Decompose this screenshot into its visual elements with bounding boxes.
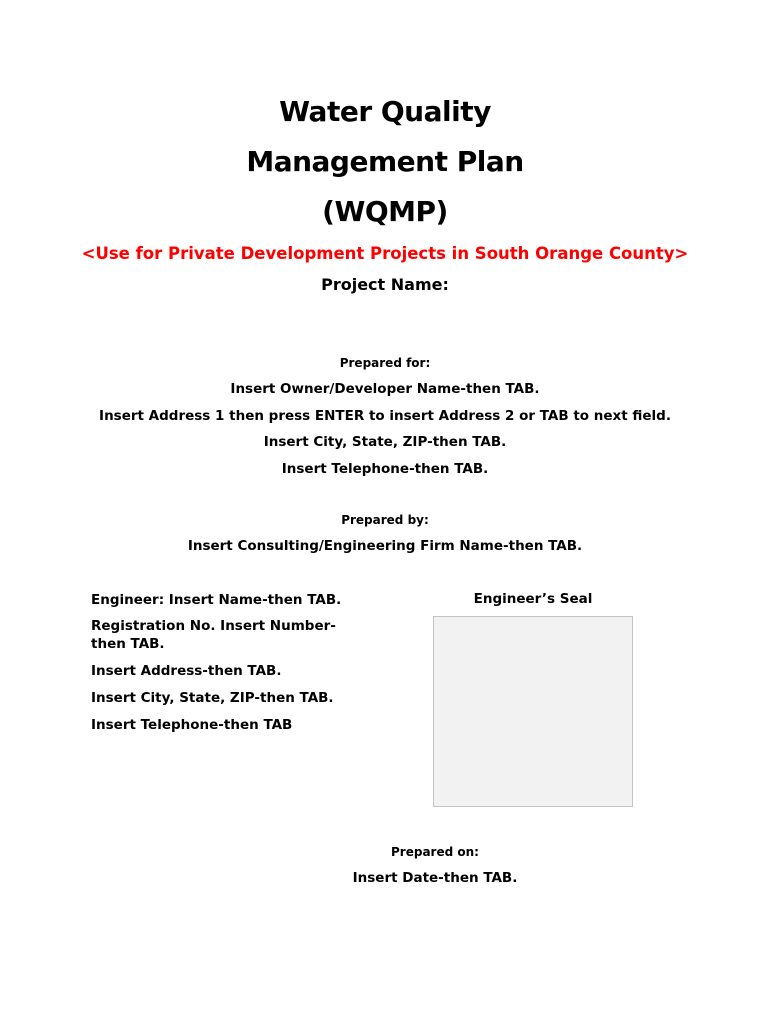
engineer-seal-label: Engineer’s Seal (473, 591, 593, 607)
prepared-on-label: Prepared on: (391, 845, 479, 859)
title-line-3: (WQMP) (322, 195, 448, 228)
engineer-address-field[interactable]: Insert Address-then TAB. (91, 663, 282, 679)
engineer-city-state-zip-field[interactable]: Insert City, State, ZIP-then TAB. (91, 690, 334, 706)
engineer-seal-box[interactable] (433, 616, 633, 807)
usage-note: <Use for Private Development Projects in South Orange County> (81, 244, 689, 263)
title-line-2: Management Plan (246, 145, 524, 178)
date-field[interactable]: Insert Date-then TAB. (352, 870, 518, 886)
firm-name-field[interactable]: Insert Consulting/Engineering Firm Name-then TAB. (187, 538, 583, 554)
owner-telephone-field[interactable]: Insert Telephone-then TAB. (281, 461, 489, 477)
owner-city-state-zip-field[interactable]: Insert City, State, ZIP-then TAB. (263, 434, 507, 450)
prepared-by-label: Prepared by: (341, 513, 429, 527)
owner-address-field[interactable]: Insert Address 1 then press ENTER to insert Address 2 or TAB to next field. (99, 408, 671, 424)
project-name-label: Project Name: (321, 275, 449, 294)
owner-name-field[interactable]: Insert Owner/Developer Name-then TAB. (230, 381, 540, 397)
prepared-for-label: Prepared for: (339, 356, 431, 370)
title-line-1: Water Quality (279, 95, 491, 128)
engineer-registration-field[interactable]: Registration No. Insert Number-then TAB. (91, 618, 336, 652)
engineer-telephone-field[interactable]: Insert Telephone-then TAB (91, 717, 293, 733)
engineer-name-field[interactable]: Engineer: Insert Name-then TAB. (91, 592, 342, 608)
